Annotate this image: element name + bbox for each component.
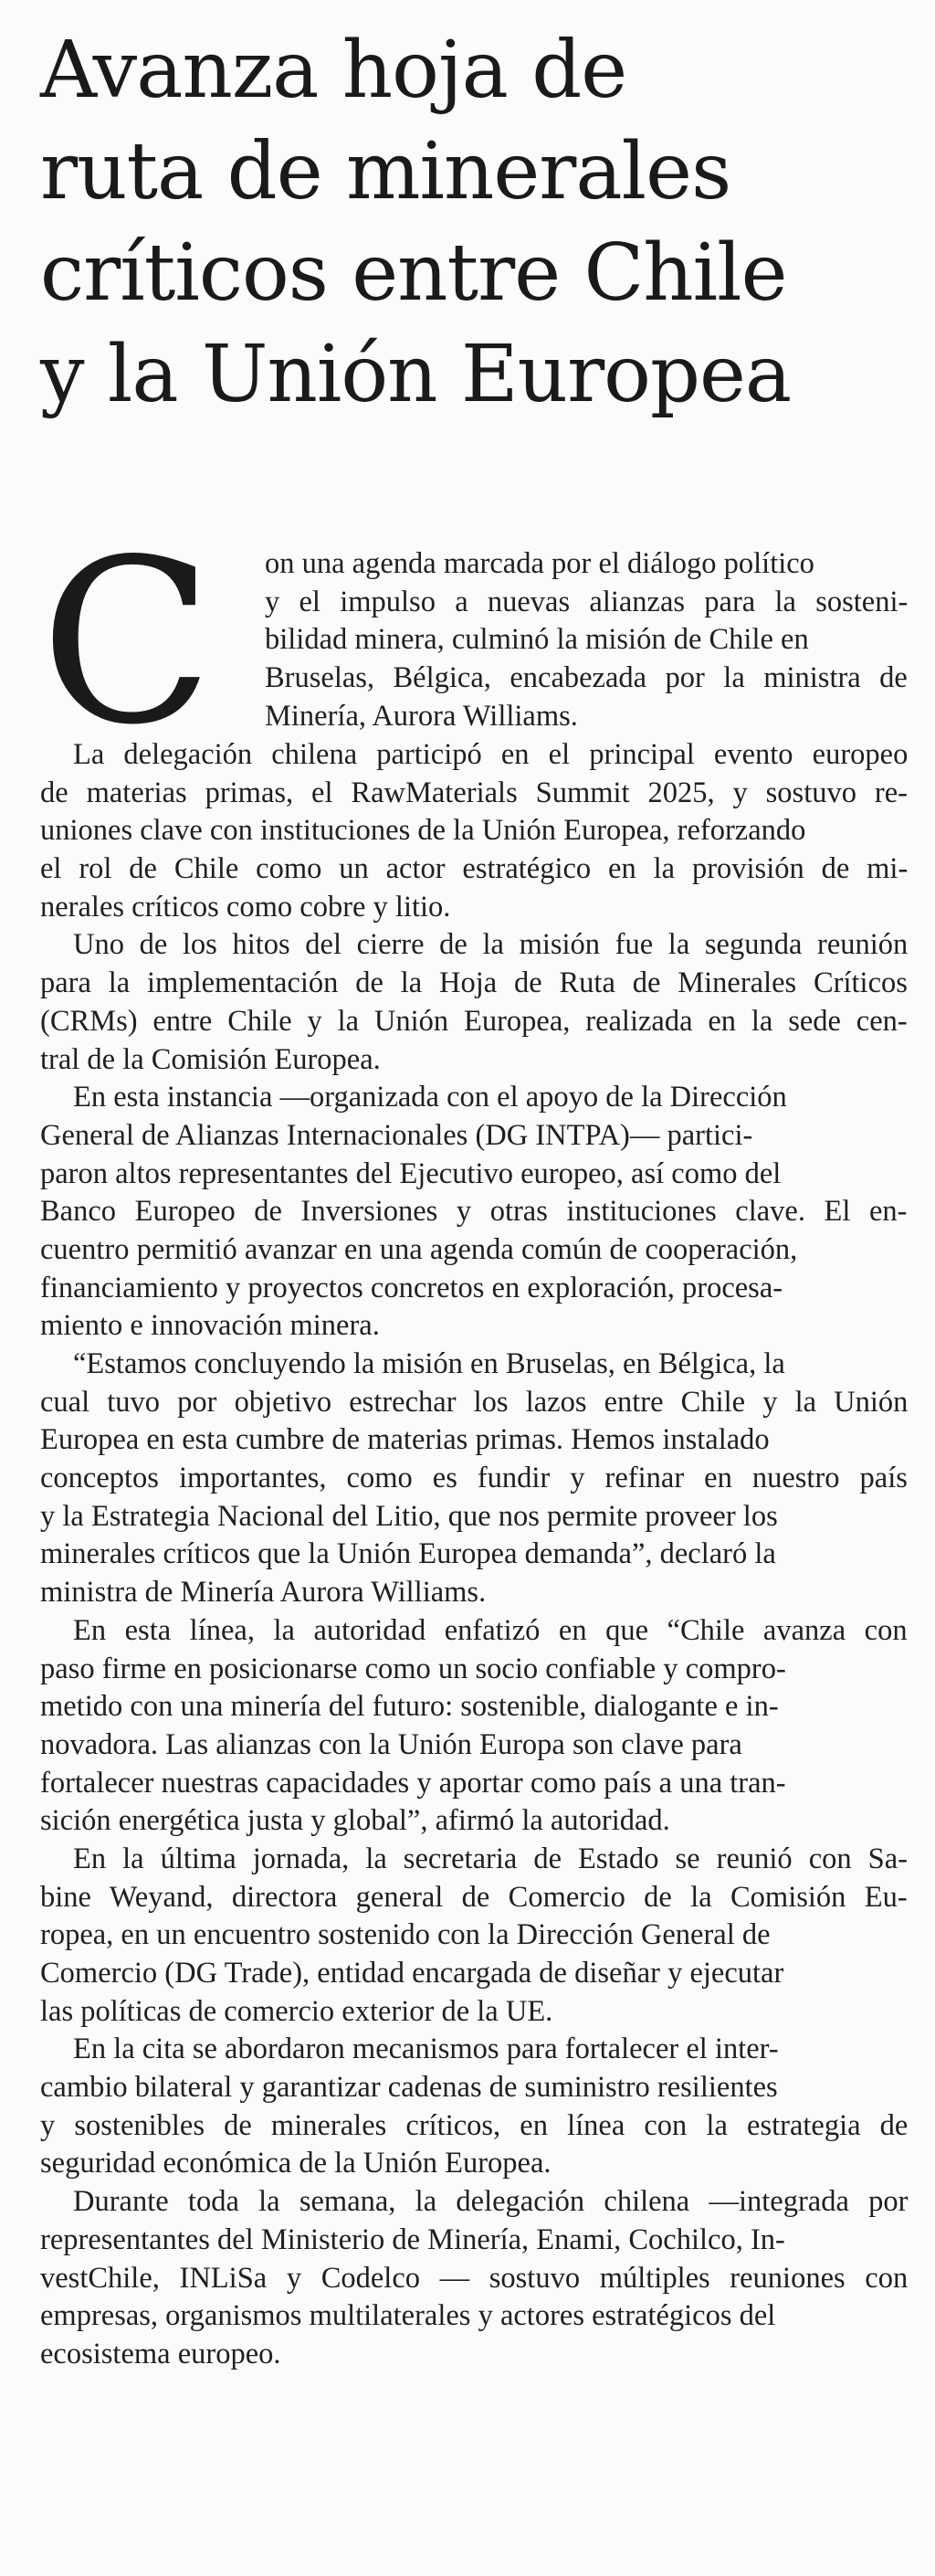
text-line: Europea en esta cumbre de materias primas. Hemos instalado: [40, 1423, 770, 1457]
text-line: cual tuvo por objetivo estrechar los lazos entre Chile y la Unión: [40, 1385, 909, 1419]
paragraph: [40, 1079, 908, 1346]
paragraph: [40, 1841, 908, 2031]
text-line: y el impulso a nuevas alianzas para la sosteni-: [265, 585, 909, 618]
text-line: ropea, en un encuentro sostenido con la Dirección General de: [40, 1918, 771, 1952]
text-line: En la última jornada, la secretaria de Estado se reunió con Sa-: [73, 1842, 908, 1875]
text-line: Minería, Aurora Williams.: [265, 699, 578, 733]
text-line: representantes del Ministerio de Minería, Enami, Cochilco, In-: [40, 2222, 785, 2256]
text-line: paso firme en posicionarse como un socio confiable y compro-: [40, 1652, 786, 1685]
text-line: ecosistema europeo.: [40, 2337, 281, 2370]
headline: [40, 20, 917, 426]
text-line: on una agenda marcada por el diálogo político: [265, 547, 814, 580]
text-line: el rol de Chile como un actor estratégico en la provisión de mi-: [40, 852, 909, 886]
intro-lines: [265, 545, 908, 735]
text-line: “Estamos concluyendo la misión en Bruselas, en Bélgica, la: [73, 1347, 785, 1380]
text-line: y sostenibles de minerales críticos, en línea con la estrategia de: [40, 2108, 909, 2142]
text-line: novadora. Las alianzas con la Unión Europa son clave para: [40, 1727, 742, 1761]
text-line: Bruselas, Bélgica, encabezada por la ministra de: [265, 661, 908, 695]
text-line: empresas, organismos multilaterales y actores estratégicos del: [40, 2299, 776, 2333]
text-line: miento e innovación minera.: [40, 1309, 380, 1343]
text-line: paron altos representantes del Ejecutivo europeo, así como del: [40, 1156, 782, 1190]
text-line: tral de la Comisión Europea.: [40, 1042, 381, 1076]
text-line: fortalecer nuestras capacidades y aportar como país a una tran-: [40, 1766, 786, 1800]
text-line: minerales críticos que la Unión Europea demanda”, declaró la: [40, 1537, 776, 1571]
text-line: metido con una minería del futuro: sostenible, dialogante e in-: [40, 1690, 779, 1724]
text-line: cambio bilateral y garantizar cadenas de suministro resilientes: [40, 2071, 778, 2105]
text-line: vestChile, INLiSa y Codelco — sostuvo múltiples reuniones con: [40, 2261, 909, 2295]
text-line: conceptos importantes, como es fundir y refinar en nuestro país: [40, 1462, 908, 1495]
text-line: Durante toda la semana, la delegación chilena —integrada por: [73, 2185, 909, 2219]
text-line: Uno de los hitos del cierre de la misión fue la segunda reunión: [73, 928, 909, 962]
text-line: de materias primas, el RawMaterials Summit 2025, y sostuvo re-: [40, 776, 908, 809]
text-line: cuentro permitió avanzar en una agenda común de cooperación,: [40, 1232, 798, 1266]
drop-cap: C: [40, 512, 214, 775]
text-line: y la Estrategia Nacional del Litio, que nos permite proveer los: [40, 1499, 778, 1533]
text-line: financiamiento y proyectos concretos en exploración, procesa-: [40, 1271, 783, 1304]
headline-line: Avanza hoja de: [40, 25, 627, 116]
paragraph: [40, 1346, 908, 1612]
paragraph: [40, 2183, 908, 2373]
headline-line: ruta de minerales: [40, 126, 731, 217]
text-line: las políticas de comercio exterior de la UE.: [40, 1994, 553, 2028]
text-line: ministra de Minería Aurora Williams.: [40, 1576, 487, 1610]
headline-line: y la Unión Europea: [40, 329, 792, 420]
text-line: En esta instancia —organizada con el apoyo de la Dirección: [73, 1081, 787, 1114]
text-line: En esta línea, la autoridad enfatizó en que “Chile avanza con: [73, 1613, 908, 1647]
paragraph: [40, 1612, 908, 1841]
text-line: (CRMs) entre Chile y la Unión Europea, realizada en la sede cen-: [40, 1004, 908, 1038]
text-line: uniones clave con instituciones de la Unión Europea, reforzando: [40, 814, 806, 848]
article-body: [40, 512, 909, 2374]
paragraph: [40, 2031, 908, 2183]
text-line: En la cita se abordaron mecanismos para fortalecer el inter-: [73, 2032, 779, 2066]
paragraph: [40, 926, 908, 1079]
text-line: seguridad económica de la Unión Europea.: [40, 2147, 552, 2180]
text-line: bine Weyand, directora general de Comercio de la Comisión Eu-: [40, 1880, 908, 1914]
text-line: bilidad minera, culminó la misión de Chile en: [265, 623, 809, 657]
text-line: Banco Europeo de Inversiones y otras instituciones clave. El en-: [40, 1195, 908, 1229]
text-line: La delegación chilena participó en el principal evento europeo: [73, 738, 909, 771]
text-line: sición energética justa y global”, afirmó la autoridad.: [40, 1804, 670, 1838]
text-line: para la implementación de la Hoja de Ruta de Minerales Críticos: [40, 966, 908, 1000]
text-line: nerales críticos como cobre y litio.: [40, 890, 451, 924]
headline-line: críticos entre Chile: [40, 227, 787, 319]
text-line: Comercio (DG Trade), entidad encargada de diseñar y ejecutar: [40, 1957, 784, 1990]
text-line: General de Alianzas Internacionales (DG INTPA)— partici-: [40, 1118, 753, 1152]
